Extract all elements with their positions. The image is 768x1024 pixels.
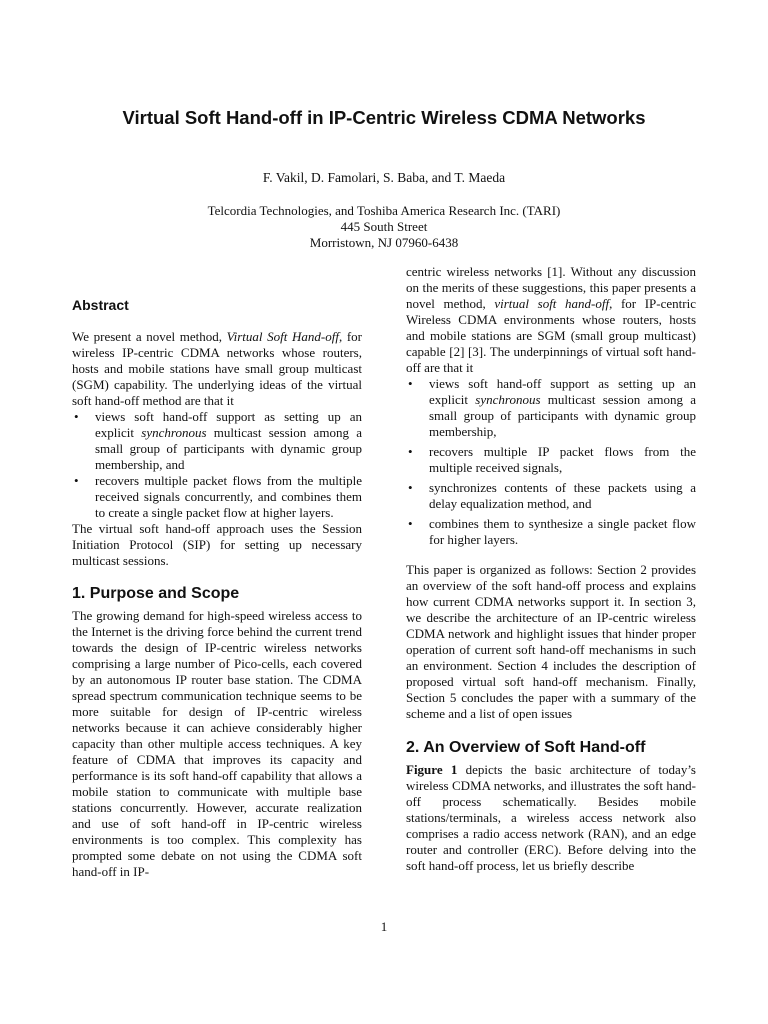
- bullet-text: multicast session among a small group of participants with dynamic group membership, and: [95, 425, 362, 472]
- abstract-heading: Abstract: [72, 297, 129, 313]
- page-number: 1: [380, 919, 388, 934]
- bullet-text: views soft hand-off support as setting up an explicit: [429, 376, 696, 407]
- paragraph-text: , for IP-centric Wireless CDMA environments whose routers, hosts and mobile stations are SGM (small group multicast) capable [2] [3]. The underpinnings of virtual soft hand-off are that it: [406, 296, 696, 375]
- abstract-intro-emphasis: Virtual Soft Hand-off: [226, 329, 339, 344]
- section-1-bullet: • recovers multiple IP packet flows from the multiple received signals,: [406, 444, 696, 476]
- affiliation-line: 445 South Street: [340, 219, 428, 234]
- abstract-intro-text: , for wireless IP-centric CDMA networks whose routers, hosts and mobile stations have small group multicast (SGM) capability. The underlying ideas of the virtual soft hand-off method are that it: [72, 329, 362, 408]
- section-2-paragraph: [406, 762, 696, 874]
- bullet-text: views soft hand-off support as setting up an explicit: [95, 409, 362, 440]
- paper-title: Virtual Soft Hand-off in IP-Centric Wireless CDMA Networks: [122, 107, 646, 128]
- abstract-intro-text: We present a novel method,: [72, 329, 227, 344]
- section-1-paragraph: The growing demand for high-speed wireless access to the Internet is the driving force behind the current trend towards the design of IP-centric wireless networks comprising a large number of Pico-cells, each covered by an autonomous IP router base station. The CDMA spread spectrum communication technique seems to be more suitable for design of IP-centric wireless networks because it can achieve considerably higher capacity than other multiple access techniques. A key feature of CDMA that improves its capacity and performance is its soft hand-off capability that allows a mobile station to communicate with multiple base stations concurrently. However, accurate realization and use of soft hand-off in IP-centric wireless environments is too complex. This complexity has prompted some debate on not using the CDMA soft hand-off in IP-: [72, 608, 362, 879]
- spacer: [406, 552, 696, 562]
- abstract-bullet-list: [72, 409, 362, 521]
- bullet-text: multicast session among a small group of participants with dynamic group membership,: [429, 392, 696, 439]
- paragraph-text: centric wireless networks [1]. Without any discussion on the merits of these suggestions, this paper presents a novel method,: [406, 264, 696, 311]
- paragraph-emphasis: virtual soft hand-off: [494, 296, 610, 311]
- affiliation-line: Telcordia Technologies, and Toshiba America Research Inc. (TARI): [207, 203, 561, 218]
- section-1-bullet: [406, 376, 696, 440]
- section-1-outline-paragraph: This paper is organized as follows: Section 2 provides an overview of the soft hand-off process and explains how current CDMA networks support it. In section 3, we describe the architecture of an IP-centric wireless CDMA network and highlight issues that hinder proper operation of current soft hand-off mechanisms in such an environment. Section 4 includes the description of proposed virtual soft hand-off mechanism. Finally, Section 5 concludes the paper with a summary of the scheme and a list of open issues: [406, 562, 696, 721]
- left-column: [72, 296, 362, 880]
- paragraph-text: depicts the basic architecture of today’s wireless CDMA networks, and illustrates the soft hand-off process schematically. Besides mobile stations/terminals, a wireless access network also comprises a radio access network (RAN), and an edge router and controller (ERC). Before delving into the soft hand-off process, let us briefly describe: [406, 762, 696, 873]
- section-1-bullet: • combines them to synthesize a single packet flow for higher layers.: [406, 516, 696, 548]
- section-2-heading: 2. An Overview of Soft Hand-off: [406, 739, 646, 756]
- section-1-bullet: • synchronizes contents of these packets using a delay equalization method, and: [406, 480, 696, 512]
- author-list: F. Vakil, D. Famolari, S. Baba, and T. Maeda: [262, 170, 506, 185]
- affiliation-line: Morristown, NJ 07960-6438: [309, 235, 459, 250]
- right-column: [406, 264, 696, 874]
- section-1-heading: 1. Purpose and Scope: [72, 585, 240, 602]
- abstract-bullet: • recovers multiple packet flows from the multiple received signals concurrently, and combines them to create a single packet flow at higher layers.: [72, 473, 362, 521]
- abstract-bullet: [72, 409, 362, 473]
- section-1-paragraph-continued: [406, 264, 696, 376]
- affiliation-block: [0, 203, 768, 251]
- abstract-closing: The virtual soft hand-off approach uses the Session Initiation Protocol (SIP) for setting up necessary multicast sessions.: [72, 521, 362, 568]
- bullet-emphasis: synchronous: [475, 392, 541, 407]
- figure-reference: Figure 1: [406, 762, 458, 777]
- bullet-emphasis: synchronous: [141, 425, 207, 440]
- section-1-bullet-list: [406, 376, 696, 548]
- abstract-intro: [72, 329, 362, 409]
